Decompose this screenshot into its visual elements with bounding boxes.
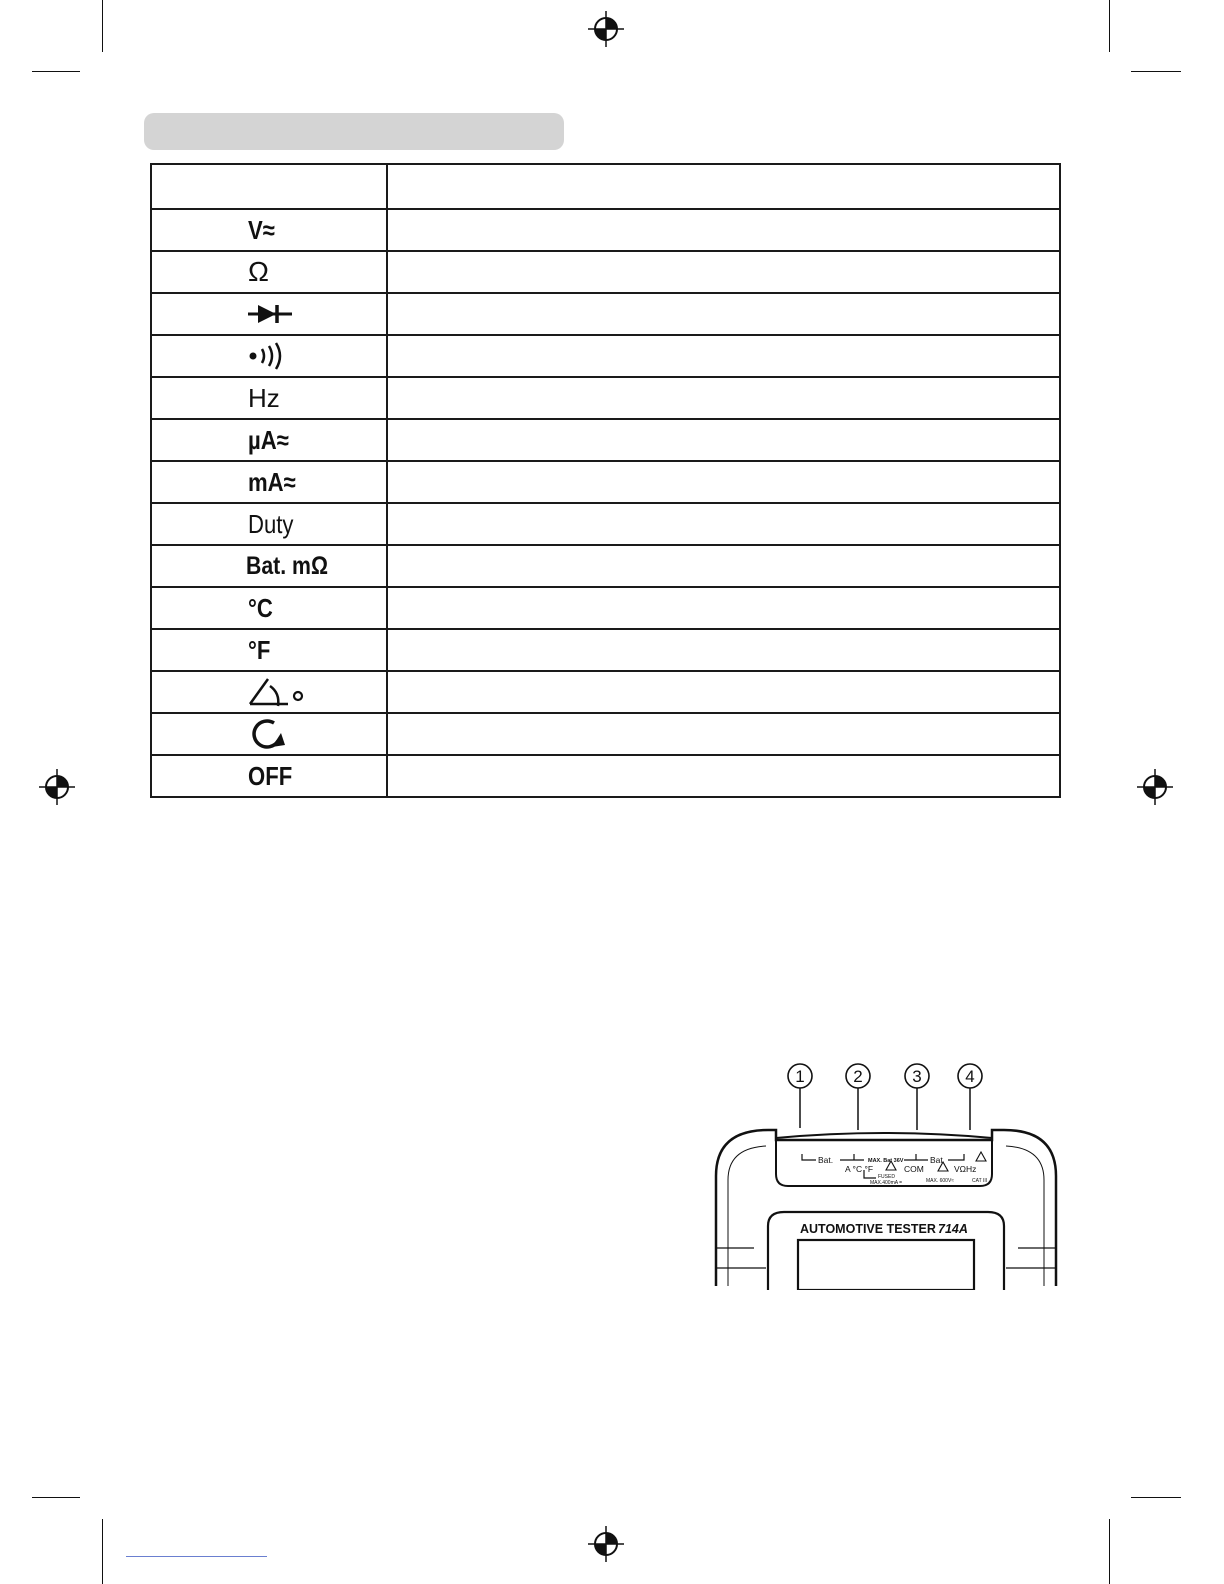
table-row <box>151 377 1060 419</box>
label-com: COM <box>904 1164 924 1174</box>
description-cell <box>387 461 1060 503</box>
label-a-c-f: A °C °F <box>845 1164 874 1174</box>
crop-mark <box>1131 71 1181 72</box>
microamp-symbol: µA≈ <box>248 424 289 455</box>
table-row <box>151 503 1060 545</box>
footer-rule <box>126 1556 267 1557</box>
table-header-row <box>151 164 1060 209</box>
table-row <box>151 713 1060 755</box>
section-header-bar <box>144 113 564 150</box>
dwell-angle-icon <box>248 676 306 708</box>
label-vohz: VΩHz <box>954 1164 977 1174</box>
label-fused: FUSED <box>878 1174 895 1180</box>
registration-mark-icon <box>37 767 77 807</box>
off-symbol: OFF <box>248 760 293 791</box>
battery-resistance-symbol: Bat. mΩ <box>246 551 328 580</box>
crop-mark <box>32 1497 80 1498</box>
registration-mark-icon <box>1135 767 1175 807</box>
description-cell <box>387 629 1060 671</box>
description-cell <box>387 293 1060 335</box>
crop-mark <box>1109 0 1110 52</box>
table-row <box>151 461 1060 503</box>
rpm-rotation-icon <box>248 717 288 751</box>
table-header-cell <box>151 164 387 209</box>
label-max-400ma: MAX.400mA = <box>870 1180 903 1186</box>
table-row <box>151 545 1060 587</box>
description-cell <box>387 335 1060 377</box>
description-cell <box>387 503 1060 545</box>
label-cat: CAT III <box>972 1178 988 1184</box>
label-bat-left: Bat. <box>818 1155 834 1165</box>
diode-icon <box>248 302 292 326</box>
description-cell <box>387 755 1060 797</box>
registration-mark-icon <box>586 9 626 49</box>
description-cell <box>387 587 1060 629</box>
callout-4: 4 <box>965 1067 975 1086</box>
crop-mark <box>102 1519 103 1584</box>
crop-mark <box>1109 1519 1110 1584</box>
table-row <box>151 587 1060 629</box>
callout-1: 1 <box>795 1067 805 1086</box>
crop-mark <box>1131 1497 1181 1498</box>
callout-2: 2 <box>853 1067 863 1086</box>
registration-mark-icon <box>586 1524 626 1564</box>
label-bat-right: Bat <box>930 1155 943 1165</box>
table-row <box>151 419 1060 461</box>
table-row <box>151 293 1060 335</box>
table-row <box>151 335 1060 377</box>
milliamp-symbol: mA≈ <box>248 466 296 497</box>
callout-3: 3 <box>912 1067 922 1086</box>
ac-dc-voltage-symbol: V≈ <box>248 214 275 245</box>
description-cell <box>387 545 1060 587</box>
table-row <box>151 671 1060 713</box>
description-cell <box>387 377 1060 419</box>
table-row <box>151 251 1060 293</box>
crop-mark <box>32 71 80 72</box>
label-max-bat: MAX. Bat 36V <box>868 1158 904 1164</box>
table-row <box>151 209 1060 251</box>
table-row <box>151 755 1060 797</box>
ohm-symbol: Ω <box>248 256 269 287</box>
crop-mark <box>102 0 103 52</box>
description-cell <box>387 209 1060 251</box>
frequency-symbol: Hz <box>248 382 280 413</box>
duty-cycle-symbol: Duty <box>248 508 294 539</box>
description-cell <box>387 671 1060 713</box>
celsius-symbol: °C <box>248 592 273 623</box>
brand-label: AUTOMOTIVE TESTER <box>800 1222 936 1236</box>
table-row <box>151 629 1060 671</box>
description-cell <box>387 419 1060 461</box>
table-header-cell <box>387 164 1060 209</box>
label-max-600v: MAX. 600V≈ <box>926 1178 955 1184</box>
description-cell <box>387 251 1060 293</box>
fahrenheit-symbol: °F <box>248 634 271 665</box>
function-symbol-table <box>150 163 1061 798</box>
description-cell <box>387 713 1060 755</box>
continuity-beeper-icon <box>248 341 288 371</box>
multimeter-input-jacks-illustration <box>706 1058 1066 1290</box>
model-label: 714A <box>938 1222 968 1236</box>
